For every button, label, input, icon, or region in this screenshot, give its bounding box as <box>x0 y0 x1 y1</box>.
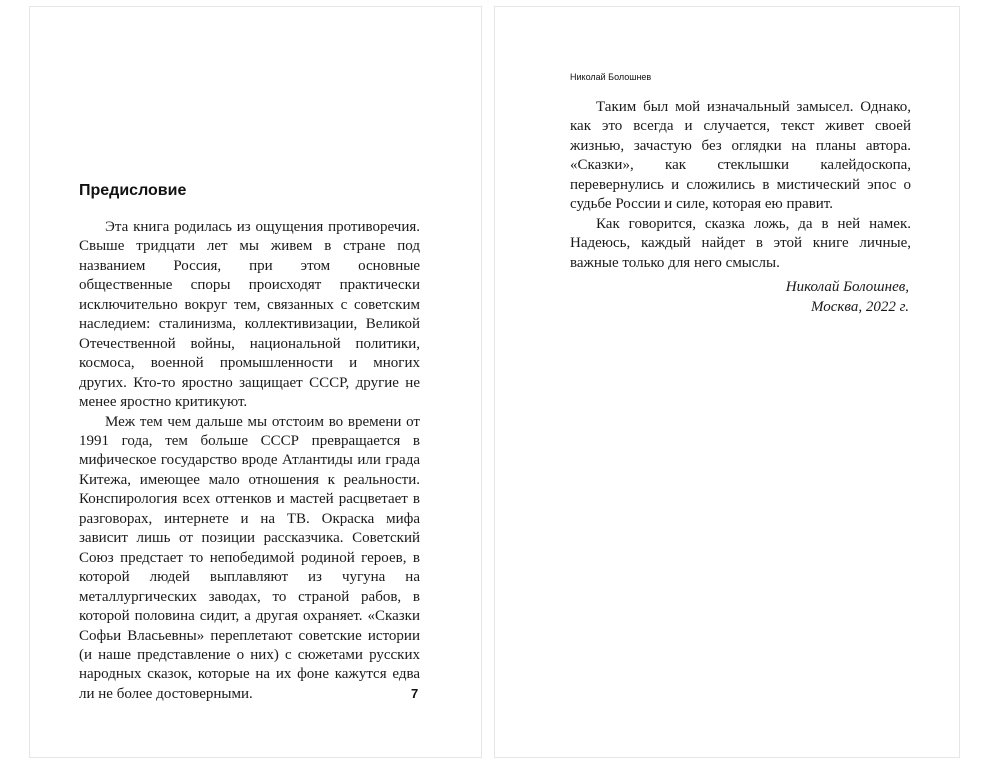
chapter-heading: Предисловие <box>79 182 187 199</box>
paragraph: Эта книга родилась из ощущения противоречия. Свыше тридцати лет мы живем в стране под названием Россия, при этом основные общественные споры происходят практически исключительно вокруг тем, связанных с советским наследием: сталинизма, коллективизации, Великой Отечественной войны, национальной политики, космоса, военной промышленности и многих других. Кто-то яростно защищает СССР, другие не менее яростно критикуют. <box>79 219 420 411</box>
paragraph: Таким был мой изначальный замысел. Однако, как это всегда и случается, текст живет своей жизнью, зачастую без оглядки на планы автора. «Сказки», как стеклышки калейдоскопа, перевернулись и сложились в мистический эпос о судьбе России и силе, которая ею правит. <box>570 99 911 213</box>
signature-place-date: Москва, 2022 г. <box>810 299 909 315</box>
paragraph: Меж тем чем дальше мы отстоим во времени от 1991 года, тем больше СССР превращается в мифическое государство вроде Атлантиды или града Китежа, имеющее мало отношения к реальности. Конспирология всех оттенков и мастей расцветает в разговорах, интернете и на ТВ. Окраска мифа зависит лишь от позиции рассказчика. Советский Союз предстает то непобедимой родиной героев, в которой людей выплавляют из чугуна на металлургических заводах, то страной рабов, в которой половина сидит, а другая охраняет. «Сказки Софьи Власьевны» переплетают советские истории (и наше представление о них) с сюжетами русских народных сказок, которые на их фоне кажутся едва ли не более достоверными. <box>79 413 420 702</box>
paragraph: Как говорится, сказка ложь, да в ней намек. Надеюсь, каждый найдет в этой книге личные, важные только для него смыслы. <box>570 215 911 271</box>
right-page-body <box>570 98 911 273</box>
left-page <box>29 6 482 758</box>
signature-name: Николай Болошнев, <box>785 279 909 295</box>
author-signature <box>786 277 909 317</box>
left-page-body <box>79 218 420 704</box>
right-page <box>494 6 960 758</box>
running-head: Николай Болошнев <box>570 72 652 82</box>
page-number: 7 <box>411 686 419 701</box>
